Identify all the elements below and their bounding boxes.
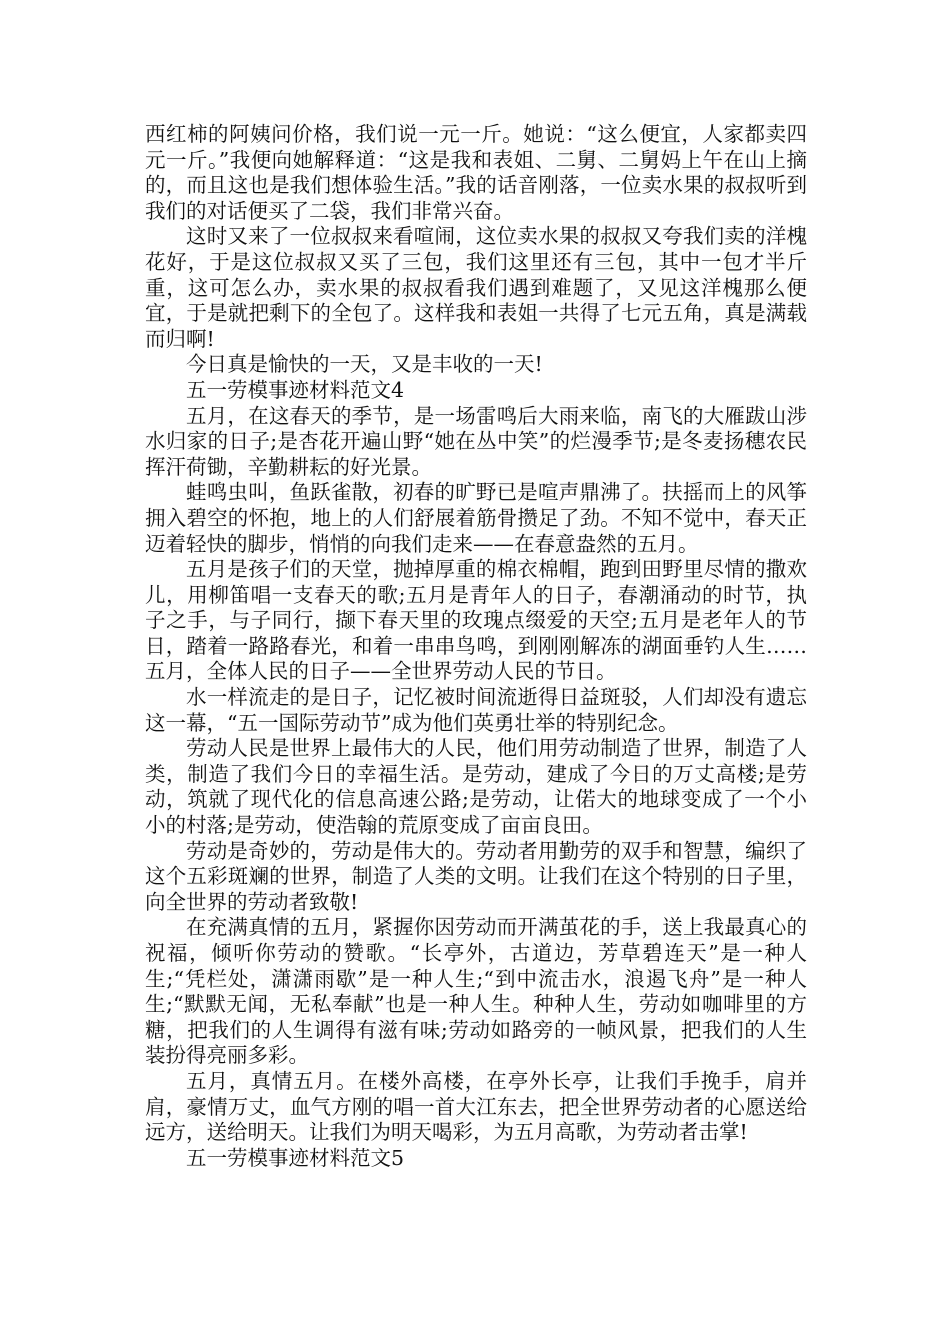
section-4-paragraph-6: 劳动是奇妙的，劳动是伟大的。劳动者用勤劳的双手和智慧，编织了这个五彩斑斓的世界，制造了人类的文明。让我们在这个特别的日子里，向全世界的劳动者致敬! (145, 838, 807, 914)
section-4-paragraph-3: 五月是孩子们的天堂，抛掉厚重的棉衣棉帽，跑到田野里尽情的撒欢儿，用柳笛唱一支春天的歌;五月是青年人的日子，春潮涌动的时节，执子之手，与子同行，撷下春天里的玫瑰点缀爱的天空;五月是老年人的节日，踏着一路路春光，和着一串串鸟鸣，到刚刚解冻的湖面垂钓人生……五月，全体人民的日子——全世界劳动人民的节日。 (145, 557, 807, 684)
paragraph-1: 西红柿的阿姨问价格，我们说一元一斤。她说：“这么便宜，人家都卖四元一斤。”我便向她解释道：“这是我和表姐、二舅、二舅妈上午在山上摘的，而且这也是我们想体验生活。”我的话音刚落，一位卖水果的叔叔听到我们的对话便买了二袋，我们非常兴奋。 (145, 122, 807, 223)
section-heading-4: 五一劳模事迹材料范文4 (186, 377, 405, 402)
section-4-paragraph-4: 水一样流走的是日子，记忆被时间流逝得日益斑驳，人们却没有遗忘这一幕，“五一国际劳动节”成为他们英勇壮举的特别纪念。 (145, 685, 807, 735)
section-heading-5: 五一劳模事迹材料范文5 (186, 1145, 405, 1170)
section-4-paragraph-5: 劳动人民是世界上最伟大的人民，他们用劳动制造了世界，制造了人类，制造了我们今日的幸福生活。是劳动，建成了今日的万丈高楼;是劳动，筑就了现代化的信息高速公路;是劳动，让偌大的地球变成了一个小小的村落;是劳动，使浩翰的荒原变成了亩亩良田。 (145, 736, 807, 838)
section-4-paragraph-2: 蛙鸣虫叫，鱼跃雀散，初春的旷野已是喧声鼎沸了。扶摇而上的风筝拥入碧空的怀抱，地上的人们舒展着筋骨攒足了劲。不知不觉中，春天正迈着轻快的脚步，悄悄的向我们走来——在春意盎然的五月。 (145, 480, 807, 556)
document-page (145, 122, 807, 1171)
section-4-paragraph-7: 在充满真情的五月，紧握你因劳动而开满茧花的手，送上我最真心的祝福，倾听你劳动的赞歌。“长亭外，古道边，芳草碧连天”是一种人生;“凭栏处，潇潇雨歇”是一种人生;“到中流击水，浪遏飞舟”是一种人生;“默默无闻，无私奉献”也是一种人生。种种人生，劳动如咖啡里的方糖，把我们的人生调得有滋有味;劳动如路旁的一帧风景，把我们的人生装扮得亮丽多彩。 (145, 915, 807, 1068)
paragraph-2: 这时又来了一位叔叔来看喧闹，这位卖水果的叔叔又夸我们卖的洋槐花好，于是这位叔叔又买了三包，我们这里还有三包，其中一包才半斤重，这可怎么办，卖水果的叔叔看我们遇到难题了，又见这洋槐那么便宜，于是就把剩下的全包了。这样我和表姐一共得了七元五角，真是满载而归啊! (145, 224, 807, 351)
section-4-paragraph-8: 五月，真情五月。在楼外高楼，在亭外长亭，让我们手挽手，肩并肩，豪情万丈，血气方刚的唱一首大江东去，把全世界劳动者的心愿送给远方，送给明天。让我们为明天喝彩，为五月高歌，为劳动者击掌! (145, 1068, 807, 1145)
paragraph-3: 今日真是愉快的一天，又是丰收的一天! (186, 352, 543, 377)
section-4-paragraph-1: 五月，在这春天的季节，是一场雷鸣后大雨来临，南飞的大雁跋山涉水归家的日子;是杏花开遍山野“她在丛中笑”的烂漫季节;是冬麦扬穗农民挥汗荷锄，辛勤耕耘的好光景。 (145, 403, 807, 479)
